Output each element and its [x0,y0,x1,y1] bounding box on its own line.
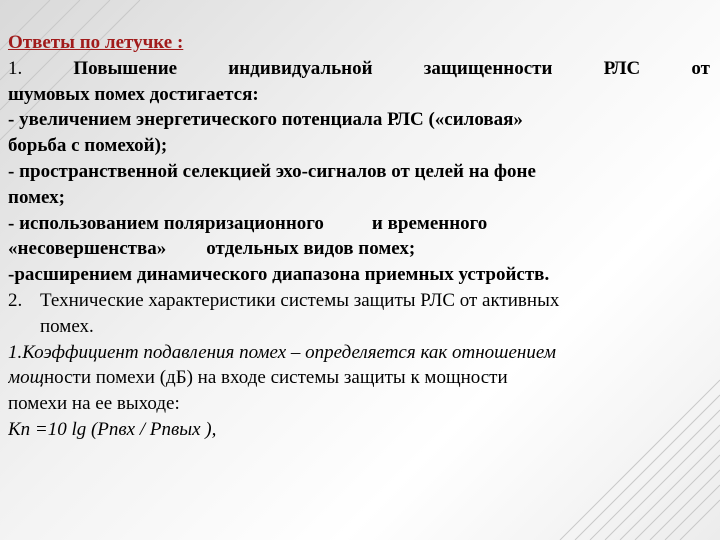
item1-number: 1. [8,57,23,79]
item1-line-2: шумовых помех достигается: [8,83,259,105]
slide-text [8,30,710,443]
coef-line-2-italic: мощ [8,367,44,389]
item2-number: 2. [8,289,23,311]
slide-title: Ответы по летучке : [8,32,184,53]
bullet3-part-c: «несовершенства» [8,238,167,260]
item1-word-3: защищенности [423,57,553,79]
item1-word-4: РЛС [603,57,641,79]
item2-line-1 [8,288,710,314]
bullet3-line-1 [8,211,710,237]
item1-word-5: от [691,57,710,79]
coef-line-1: 1.Коэффициент подавления помех – определяется как отношением [8,341,556,363]
coef-line-2 [8,365,710,391]
bullet4-line: -расширением динамического диапазона приемных устройств. [8,264,550,286]
bullet3-part-a: - использованием поляризационного [8,212,324,234]
bullet3-line-2 [8,236,710,262]
bullet1-line-2: борьба с помехой); [8,135,168,157]
item1-word-1: Повышение [73,57,178,79]
bullet3-part-b: и временного [371,212,488,234]
bullet2-line-1: - пространственной селекцией эхо-сигналов от целей на фоне [8,160,536,182]
item2-line-2: помех. [40,315,94,337]
item1-word-2: индивидуальной [228,57,373,79]
bullet2-line-2: помех; [8,186,65,208]
item2-text: Технические характеристики системы защиты РЛС от активных [40,289,560,311]
bullet3-part-d: отдельных видов помех; [206,238,416,260]
bullet1-line-1: - увеличением энергетического потенциала РЛС («силовая» [8,109,523,131]
item1-first-line [8,56,710,82]
coef-line-3: помехи на ее выходе: [8,393,180,415]
coef-line-2-rest: ности помехи (дБ) на входе системы защиты к мощности [43,367,508,389]
coef-formula: Кп =10 lg (Рпвх / Рпвых ), [8,418,217,440]
